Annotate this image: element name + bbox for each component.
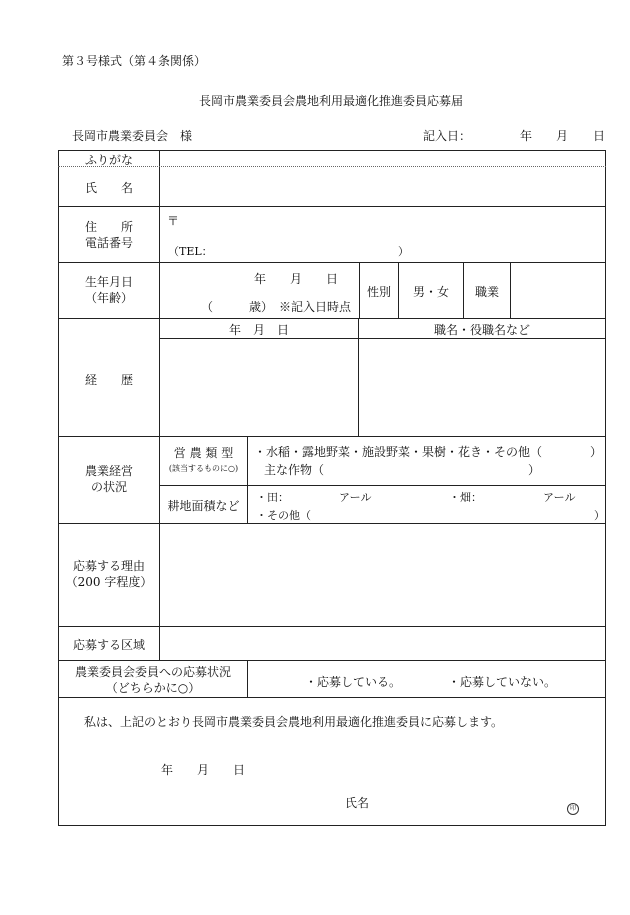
- farming-type-options[interactable]: ・水稲・露地野菜・施設野菜・果樹・花き・その他（ ）: [254, 445, 603, 459]
- district-label: 応募する区域: [72, 638, 145, 652]
- history-label: 経 歴: [84, 373, 133, 387]
- field-label: ・畑：: [449, 491, 482, 504]
- birth-label-line1: 生年月日: [84, 275, 133, 289]
- declaration-date: 年 月 日: [161, 763, 246, 777]
- rule: [159, 338, 606, 339]
- form-number: 第３号様式（第４条関係）: [62, 54, 207, 68]
- name-label: 氏 名: [84, 181, 133, 195]
- addressee: 長岡市農業委員会 様: [72, 129, 193, 143]
- farming-type-label: 営 農 類 型: [173, 446, 234, 460]
- address-label-line1: 住 所: [84, 220, 133, 234]
- other-close: ）: [594, 509, 605, 522]
- seal-icon: 印: [567, 803, 579, 815]
- birth-age: （ 歳） ※記入日時点: [201, 300, 352, 314]
- paddy-label: ・田：: [256, 491, 289, 504]
- committee-label-line2: （どちらかに○）: [105, 681, 201, 696]
- tel-field[interactable]: [206, 240, 396, 258]
- rule: [58, 825, 606, 826]
- furigana-field[interactable]: [160, 151, 604, 165]
- job-label: 職業: [474, 285, 499, 299]
- farming-label-line2: の状況: [90, 480, 127, 495]
- seal-mark: [567, 795, 579, 815]
- declaration-name-label: 氏名: [345, 796, 370, 810]
- rule: [247, 660, 248, 698]
- sex-label: 性別: [366, 285, 391, 299]
- farming-label: [59, 463, 159, 495]
- rule: [58, 697, 606, 698]
- committee-applied[interactable]: ・応募している。: [305, 675, 402, 689]
- rule: [58, 523, 606, 524]
- reason-label: [59, 558, 159, 590]
- birth-label-line2: （年齢）: [84, 291, 133, 306]
- history-position-field[interactable]: [360, 340, 604, 435]
- reason-label-line2: （200 字程度）: [65, 575, 153, 590]
- area-label: 耕地面積など: [167, 499, 240, 513]
- rule: [58, 436, 606, 437]
- committee-not-applied[interactable]: ・応募していない。: [448, 675, 557, 689]
- farming-type-note: (該当するものに○): [168, 464, 239, 473]
- furigana-label: ふりがな: [84, 153, 133, 167]
- address-label-line2: 電話番号: [84, 236, 133, 251]
- field-unit: アール: [543, 491, 576, 504]
- rule: [605, 150, 606, 826]
- rule: [58, 318, 606, 319]
- entry-date-month: 月: [556, 129, 569, 143]
- committee-label-line1: 農業委員会委員への応募状況: [74, 665, 231, 679]
- job-field[interactable]: [511, 263, 604, 318]
- entry-date-label: 記入日：: [423, 129, 472, 143]
- entry-date-year: 年: [520, 129, 533, 143]
- main-crop[interactable]: 主な作物（ ）: [264, 463, 541, 477]
- address-field[interactable]: [180, 209, 600, 233]
- history-col-date: 年 月 日: [228, 323, 289, 337]
- tel-close: ）: [398, 245, 409, 258]
- entry-date-day: 日: [593, 129, 606, 143]
- history-col-position: 職名・役職名など: [433, 323, 530, 337]
- birth-ymd: 年 月 日: [254, 272, 339, 286]
- birth-label: [59, 274, 159, 306]
- rule: [159, 485, 606, 486]
- paddy-unit: アール: [339, 491, 372, 504]
- declaration-name-field[interactable]: [380, 790, 550, 810]
- rule: [58, 626, 606, 627]
- tel-open: （TEL：: [168, 245, 213, 258]
- committee-label: [59, 664, 247, 696]
- name-field[interactable]: [160, 168, 604, 205]
- sex-value[interactable]: 男・女: [412, 285, 449, 299]
- address-label: [59, 219, 159, 251]
- reason-field[interactable]: [160, 525, 604, 625]
- district-field[interactable]: [160, 628, 604, 659]
- rule: [58, 660, 606, 661]
- history-date-field[interactable]: [160, 340, 357, 435]
- postal-mark: 〒: [167, 214, 180, 228]
- rule: [247, 436, 248, 524]
- other-label: ・その他（: [256, 509, 311, 522]
- rule: [58, 206, 606, 207]
- form-title: 長岡市農業委員会農地利用最適化推進委員応募届: [199, 94, 464, 108]
- declaration-text: 私は、上記のとおり長岡市農業委員会農地利用最適化推進委員に応募します。: [84, 715, 504, 729]
- farming-label-line1: 農業経営: [84, 464, 133, 478]
- reason-label-line1: 応募する理由: [72, 559, 145, 573]
